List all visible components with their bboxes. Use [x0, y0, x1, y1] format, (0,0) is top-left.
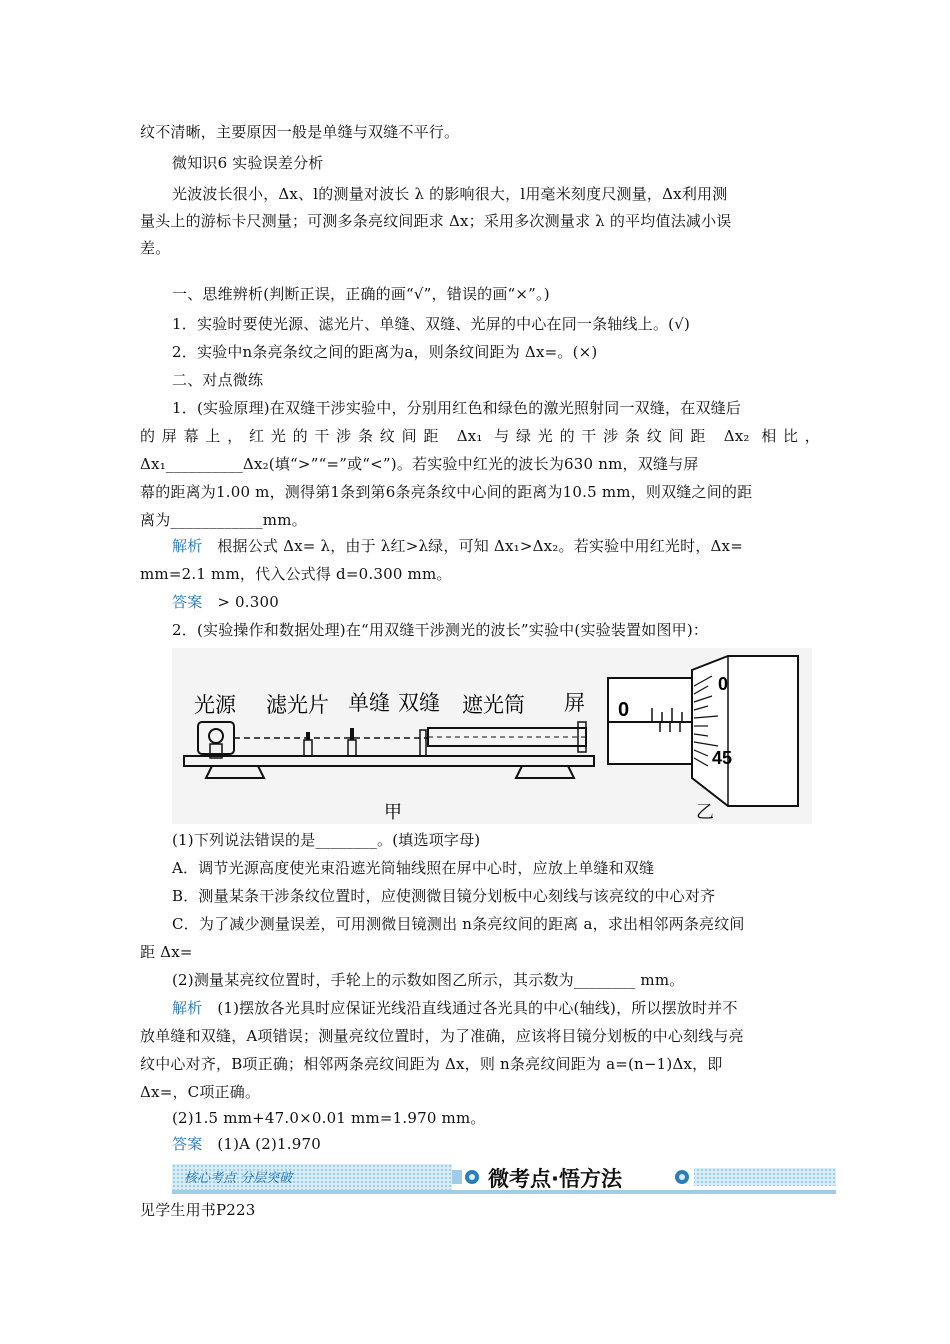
question-line: 幕的距离为1.00 m，测得第1条到第6条亮条纹中心间的距离为10.5 mm，则双缝之间的距	[140, 483, 753, 501]
question-line: 的屏幕上，红光的干涉条纹间距 Δx₁ 与绿光的干涉条纹间距 Δx₂ 相比，	[140, 427, 820, 445]
option-c-cont: 距 Δx=	[140, 943, 193, 961]
label-double-slit: 双缝	[398, 692, 440, 715]
answer-text: > 0.300	[217, 593, 279, 611]
analysis-line: (2)1.5 mm+47.0×0.01 mm=1.970 mm。	[172, 1109, 486, 1127]
text-line: 量头上的游标卡尺测量；可测多条亮纹间距求 Δx；采用多次测量求 λ 的平均值法减小误	[140, 212, 732, 230]
scale-main-zero: 0	[618, 699, 630, 721]
scale-top-zero: 0	[718, 674, 729, 694]
analysis-line: mm=2.1 mm，代入公式得 d=0.300 mm。	[140, 565, 452, 583]
section-heading: 微知识6 实验误差分析	[172, 154, 324, 172]
label-filter: 滤光片	[266, 694, 329, 717]
label-screen: 屏	[564, 692, 585, 715]
text-line: 1．实验时要使光源、滤光片、单缝、双缝、光屏的中心在同一条轴线上。(√)	[172, 315, 691, 333]
analysis-line: 纹中心对齐，B项正确；相邻两条亮纹间距为 Δx，则 n条亮纹间距为 a=(n−1)Δx，即	[140, 1055, 723, 1073]
analysis-label: 解析	[172, 999, 203, 1017]
caption-a: 甲	[384, 802, 402, 822]
analysis-label: 解析	[172, 537, 203, 555]
scale-45: 45	[712, 748, 733, 768]
analysis-line	[172, 536, 820, 556]
section-heading: 二、对点微练	[172, 371, 264, 389]
question-line: 1．(实验原理)在双缝干涉实验中，分别用红色和绿色的激光照射同一双缝，在双缝后	[172, 399, 742, 417]
option-b: B．测量某条干涉条纹位置时，应使测微目镜分划板中心刻线与该亮纹的中心对齐	[172, 887, 716, 905]
question-line: (1)下列说法错误的是________。(填选项字母)	[172, 831, 481, 849]
text-line: 2．实验中n条亮条纹之间的距离为a，则条纹间距为 Δx=。(×)	[172, 343, 598, 361]
reference-note: 见学生用书P223	[140, 1201, 256, 1219]
analysis-text: (1)摆放各光具时应保证光线沿直线通过各光具的中心(轴线)，所以摆放时并不	[217, 999, 738, 1017]
apparatus-diagram	[172, 648, 812, 824]
answer-label: 答案	[172, 1135, 203, 1153]
option-c: C．为了减少测量误差，可用测微目镜测出 n条亮纹间的距离 a，求出相邻两条亮纹间	[172, 915, 745, 933]
text-line: 光波波长很小，Δx、l的测量对波长 λ 的影响很大，l用毫米刻度尺测量，Δx利用测	[172, 185, 728, 203]
question-line: (2)测量某亮纹位置时，手轮上的示数如图乙所示，其示数为________ mm。	[172, 971, 685, 989]
banner-left-text: 核心考点 分层突破	[184, 1171, 293, 1186]
answer-text: (1)A (2)1.970	[217, 1135, 321, 1153]
section-heading: 一、思维辨析(判断正误，正确的画“√”，错误的画“×”。)	[172, 285, 550, 303]
text-line: 纹不清晰，主要原因一般是单缝与双缝不平行。	[140, 123, 460, 141]
experiment-figure	[172, 648, 812, 824]
banner-title: 微考点·悟方法	[488, 1167, 622, 1191]
analysis-line: 放单缝和双缝，A项错误；测量亮纹位置时，为了准确，应该将目镜分划板的中心刻线与亮	[140, 1027, 744, 1045]
caption-b: 乙	[696, 802, 714, 822]
option-a: A．调节光源高度使光束沿遮光筒轴线照在屏中心时，应放上单缝和双缝	[172, 859, 655, 877]
label-light-source: 光源	[194, 694, 236, 717]
text-line: 差。	[140, 239, 171, 257]
answer-line	[172, 592, 820, 612]
analysis-text: 根据公式 Δx= λ，由于 λ红>λ绿，可知 Δx₁>Δx₂。若实验中用红光时，Δx=	[217, 537, 743, 555]
answer-line	[172, 1134, 820, 1154]
analysis-line	[172, 998, 820, 1018]
analysis-line: Δx=，C项正确。	[140, 1083, 261, 1101]
question-line: 离为____________mm。	[140, 511, 307, 529]
question-line: Δx₁__________Δx₂(填“>”“=”或“<”)。若实验中红光的波长为630 nm，双缝与屏	[140, 455, 699, 473]
section-banner	[172, 1164, 836, 1196]
label-tube: 遮光筒	[462, 694, 525, 717]
banner-graphic	[172, 1164, 836, 1196]
question-line: 2．(实验操作和数据处理)在“用双缝干涉测光的波长”实验中(实验装置如图甲)：	[172, 621, 709, 639]
label-single-slit: 单缝	[348, 692, 390, 715]
answer-label: 答案	[172, 593, 203, 611]
